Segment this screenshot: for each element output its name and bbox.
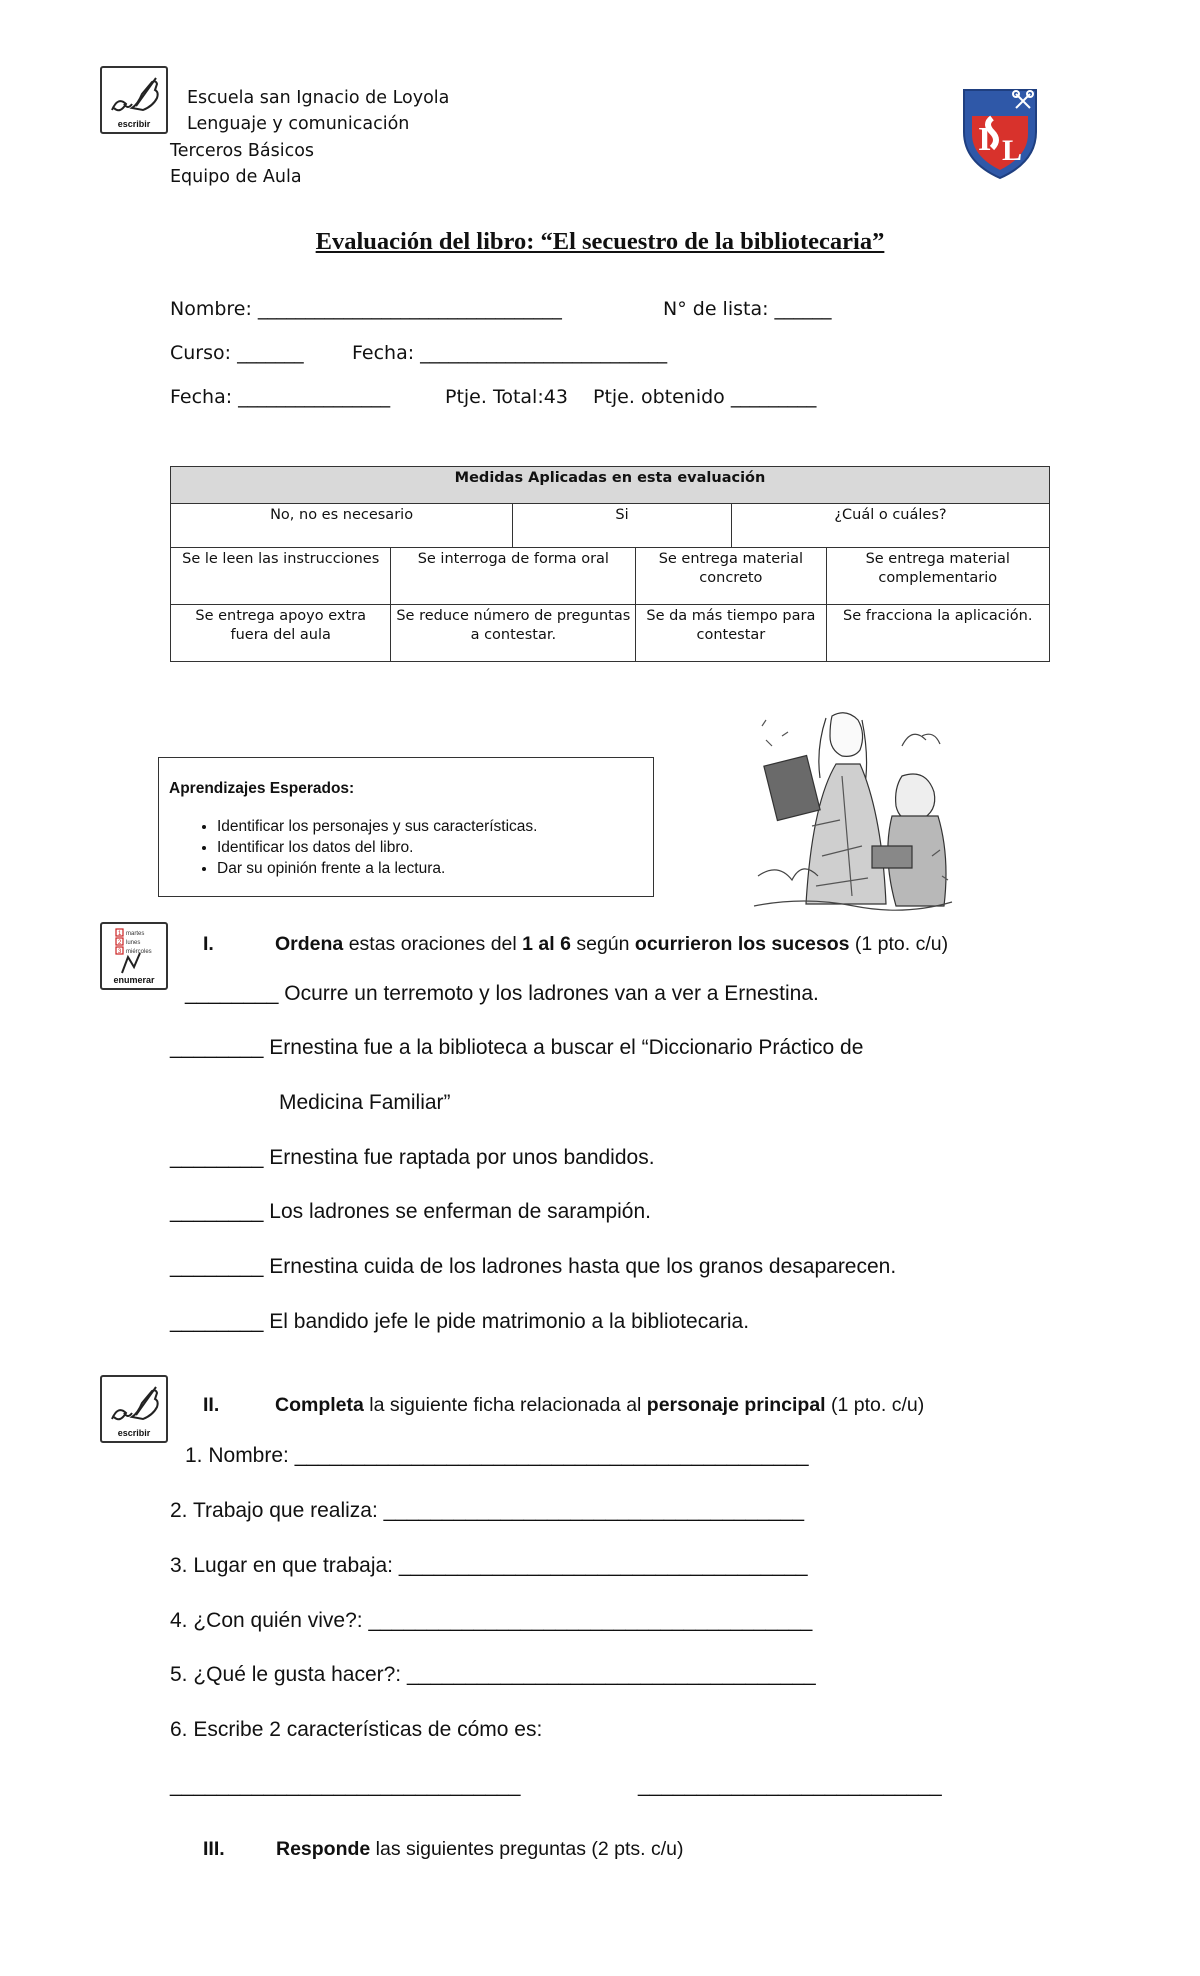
svg-text:1: 1 [118,931,122,937]
medida-cell[interactable]: Se entrega material complementario [826,548,1050,605]
instr-text: la siguiente ficha relacionada al [363,1394,647,1416]
librarian-illustration [752,706,954,916]
ficha-vive-field[interactable]: 4. ¿Con quién vive?: ______________________________________ [170,1609,813,1632]
medida-cell[interactable]: Se interroga de forma oral [391,548,636,605]
list-item: • Identificar los personajes y sus características. [217,816,537,837]
svg-text:I: I [978,121,992,158]
enumerar-item: miércoles [126,949,152,955]
medida-cell[interactable]: Se entrega apoyo extra fuera del aula [171,605,391,662]
order-item[interactable]: ________ Ernestina fue raptada por unos bandidos. [170,1146,655,1169]
section2-instruction [275,1394,924,1417]
instr-text: las siguientes preguntas (2 pts. c/u) [370,1838,684,1860]
numbered-list-icon [102,925,166,977]
section1-numeral: I. [203,933,214,955]
section3-numeral: III. [203,1838,225,1860]
caracteristica-blank-1[interactable]: ______________________________ [170,1774,521,1797]
school-name: Escuela san Ignacio de Loyola [187,88,450,108]
writing-hand-icon [102,70,166,122]
ficha-trabajo-field[interactable]: 2. Trabajo que realiza: ____________________________________ [170,1499,805,1522]
writing-hand-icon [102,1379,166,1431]
enumerar-pictogram [100,922,168,990]
page-title: Evaluación del libro: “El secuestro de la bibliotecaria” [315,228,885,255]
medidas-table [170,466,1050,662]
section2-numeral: II. [203,1394,220,1416]
order-item[interactable]: ________ Ernestina fue a la biblioteca a buscar el “Diccionario Práctico de [170,1036,864,1059]
order-item[interactable]: ________ Los ladrones se enferman de sarampión. [170,1200,651,1223]
enumerar-item: lunes [126,940,141,946]
curso-field[interactable]: Curso: _______ [170,342,304,364]
order-item-continuation: Medicina Familiar” [279,1091,451,1114]
ficha-nombre-field[interactable]: 1. Nombre: ____________________________________________ [185,1444,809,1467]
order-item[interactable]: ________ Ernestina cuida de los ladrones hasta que los granos desaparecen. [170,1255,897,1278]
instr-text: según [570,933,635,955]
medida-cell[interactable]: Se le leen las instrucciones [171,548,391,605]
escribir-label: escribir [117,119,151,129]
instr-bold: ocurrieron los sucesos [634,933,850,955]
medida-cell[interactable]: Se fracciona la aplicación. [826,605,1050,662]
puntaje-total: Ptje. Total:43 [445,386,568,408]
school-shield-logo [962,88,1038,180]
team-label: Equipo de Aula [170,167,302,187]
ficha-caracteristicas-label: 6. Escribe 2 características de cómo es: [170,1718,543,1741]
escribir-pictogram-2 [100,1375,168,1443]
medida-option-cual[interactable]: ¿Cuál o cuáles? [731,504,1049,548]
grade-label: Terceros Básicos [170,141,315,161]
order-item[interactable]: ________ El bandido jefe le pide matrimonio a la bibliotecaria. [170,1310,750,1333]
medidas-heading: Medidas Aplicadas en esta evaluación [171,467,1050,504]
escribir-label: escribir [117,1428,151,1438]
section1-instruction [275,933,948,956]
instr-bold: Completa [275,1394,364,1416]
list-item: • Dar su opinión frente a la lectura. [217,858,537,879]
fecha-field-2[interactable]: Fecha: ________________ [170,386,391,408]
nombre-field[interactable]: Nombre: ________________________________ [170,298,562,320]
instr-bold: Responde [276,1838,371,1860]
ficha-lugar-field[interactable]: 3. Lugar en que trabaja: ___________________________________ [170,1554,808,1577]
instr-bold: 1 al 6 [522,933,571,955]
instr-text: estas oraciones del [343,933,523,955]
caracteristica-blank-2[interactable]: __________________________ [638,1774,942,1797]
subject-name: Lenguaje y comunicación [187,114,410,134]
medida-cell[interactable]: Se entrega material concreto [636,548,826,605]
instr-bold: personaje principal [646,1394,826,1416]
aprendizajes-title: Aprendizajes Esperados: [169,780,355,797]
aprendizajes-box [158,757,654,897]
numero-lista-field[interactable]: N° de lista: ______ [663,298,832,320]
instr-text: (1 pto. c/u) [825,1394,925,1416]
svg-text:3: 3 [118,949,122,955]
list-item: • Identificar los datos del libro. [217,837,537,858]
section3-instruction [276,1838,684,1861]
aprendizajes-list [169,816,537,879]
escribir-pictogram [100,66,168,134]
medida-option-si[interactable]: Si [513,504,732,548]
medida-cell[interactable]: Se reduce número de preguntas a contestar. [391,605,636,662]
instr-bold: Ordena [275,933,344,955]
medida-option-no[interactable]: No, no es necesario [171,504,513,548]
enumerar-label: enumerar [113,975,155,985]
puntaje-obtenido-field[interactable]: Ptje. obtenido _________ [593,386,817,408]
fecha-field[interactable]: Fecha: __________________________ [352,342,668,364]
enumerar-item: martes [126,931,145,937]
medida-cell[interactable]: Se da más tiempo para contestar [636,605,826,662]
instr-text: (1 pto. c/u) [849,933,949,955]
svg-text:L: L [1002,134,1023,167]
svg-text:2: 2 [118,940,122,946]
order-item[interactable]: ________ Ocurre un terremoto y los ladrones van a ver a Ernestina. [185,982,819,1005]
ficha-gusta-field[interactable]: 5. ¿Qué le gusta hacer?: ___________________________________ [170,1663,816,1686]
